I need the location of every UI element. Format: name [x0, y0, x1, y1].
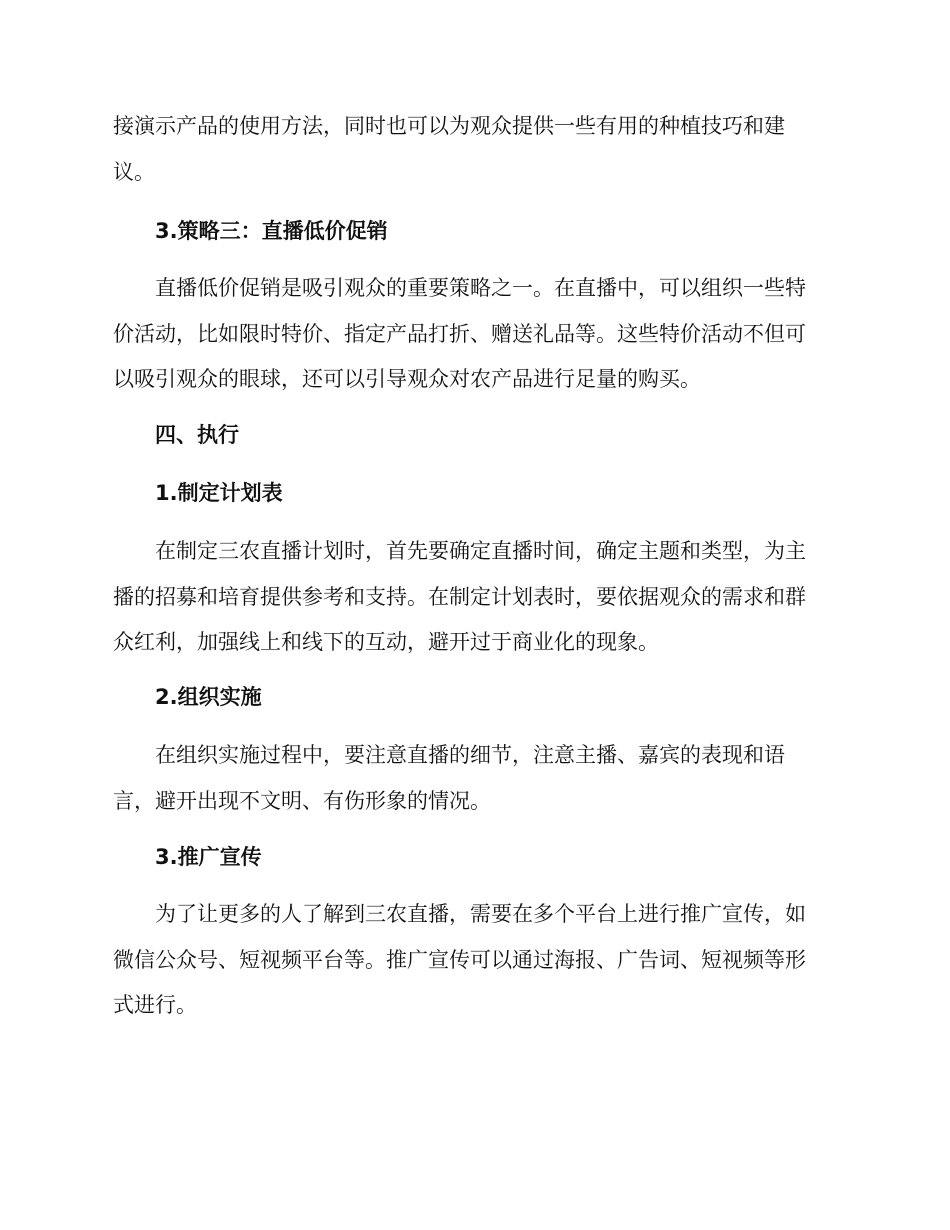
heading-promotion [113, 835, 875, 881]
heading-text: 1.制定计划表 [155, 481, 283, 505]
heading-text: 2.组织实施 [155, 685, 262, 709]
text-line: 在组织实施过程中，要注意直播的细节，注意主播、嘉宾的表现和语 [155, 743, 785, 767]
text-line: 直播低价促销是吸引观众的重要策略之一。在直播中，可以组织一些特 [155, 276, 806, 300]
text-line: 接演示产品的使用方法，同时也可以为观众提供一些有用的种植技巧和建 [113, 114, 785, 138]
paragraph-continuation [113, 104, 833, 195]
heading-organize-implementation [113, 675, 875, 721]
paragraph-low-price-promotion [113, 266, 833, 403]
paragraph-organize-implementation [113, 733, 833, 824]
heading-text: 3.策略三：直播低价促销 [155, 219, 388, 243]
text-line: 微信公众号、短视频平台等。推广宣传可以通过海报、广告词、短视频等形 [113, 947, 806, 972]
text-line: 以吸引观众的眼球，还可以引导观众对农产品进行足量的购买。 [113, 367, 701, 391]
text-line: 价活动，比如限时特价、指定产品打折、赠送礼品等。这些特价活动不但可 [113, 321, 806, 346]
text-line: 议。 [113, 159, 155, 184]
text-line: 播的招募和培育提供参考和支持。在制定计划表时，要依据观众的需求和群 [113, 584, 806, 609]
heading-strategy-three [113, 209, 875, 255]
paragraph-make-schedule [113, 529, 833, 666]
heading-section-four [113, 413, 875, 459]
text-line: 为了让更多的人了解到三农直播，需要在多个平台上进行推广宣传，如 [155, 902, 806, 926]
text-line: 言，避开出现不文明、有伤形象的情况。 [113, 788, 491, 813]
heading-make-schedule [113, 471, 875, 517]
paragraph-promotion [113, 892, 833, 1029]
heading-text: 四、执行 [155, 423, 239, 447]
text-line: 式进行。 [113, 993, 197, 1017]
text-line: 在制定三农直播计划时，首先要确定直播时间，确定主题和类型，为主 [155, 539, 806, 563]
text-line: 众红利，加强线上和线下的互动，避开过于商业化的现象。 [113, 630, 659, 654]
heading-text: 3.推广宣传 [155, 845, 262, 869]
